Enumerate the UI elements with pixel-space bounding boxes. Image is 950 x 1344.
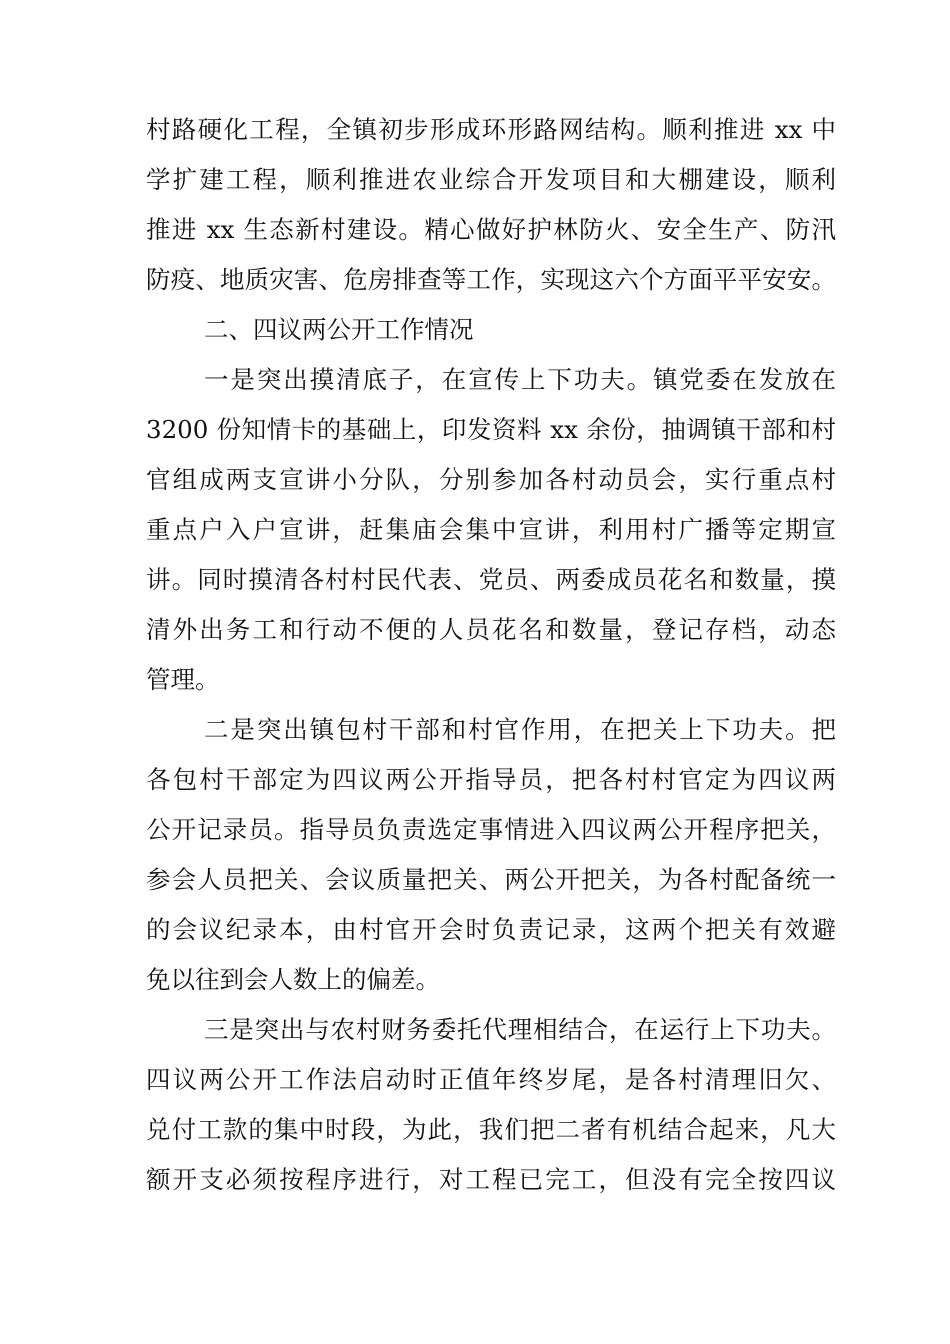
text-line: 官组成两支宣讲小分队，分别参加各村动员会，实行重点村 (146, 465, 836, 494)
text-line: 重点户入户宣讲，赶集庙会集中宣讲，利用村广播等定期宣 (146, 515, 836, 544)
text-line: 免以往到会人数上的偏差。 (146, 965, 440, 994)
text-line: 的会议纪录本，由村官开会时负责记录，这两个把关有效避 (146, 915, 836, 944)
text-line: 村路硬化工程，全镇初步形成环形路网结构。顺利推进 xx 中 (146, 115, 836, 144)
text-line: 防疫、地质灾害、危房排查等工作，实现这六个方面平平安安。 (146, 265, 836, 294)
text-line: 额开支必须按程序进行，对工程已完工，但没有完全按四议 (146, 1165, 836, 1194)
text-line: 公开记录员。指导员负责选定事情进入四议两公开程序把关， (146, 815, 836, 844)
text-line: 二、四议两公开工作情况 (204, 315, 474, 344)
text-line: 一是突出摸清底子，在宣传上下功夫。镇党委在发放在 (204, 365, 836, 394)
text-line: 管理。 (146, 665, 220, 694)
text-line: 推进 xx 生态新村建设。精心做好护林防火、安全生产、防汛 (146, 215, 836, 244)
text-line: 二是突出镇包村干部和村官作用，在把关上下功夫。把 (204, 715, 836, 744)
text-line: 各包村干部定为四议两公开指导员，把各村村官定为四议两 (146, 765, 836, 794)
text-line: 四议两公开工作法启动时正值年终岁尾，是各村清理旧欠、 (146, 1065, 836, 1094)
text-line: 兑付工款的集中时段，为此，我们把二者有机结合起来，凡大 (146, 1115, 836, 1144)
text-line: 清外出务工和行动不便的人员花名和数量，登记存档，动态 (146, 615, 836, 644)
text-line: 参会人员把关、会议质量把关、两公开把关，为各村配备统一 (146, 865, 836, 894)
text-line: 三是突出与农村财务委托代理相结合，在运行上下功夫。 (204, 1015, 836, 1044)
text-line: 学扩建工程，顺利推进农业综合开发项目和大棚建设，顺利 (146, 165, 836, 194)
text-line: 3200 份知情卡的基础上，印发资料 xx 余份，抽调镇干部和村 (146, 415, 836, 444)
text-line: 讲。同时摸清各村村民代表、党员、两委成员花名和数量，摸 (146, 565, 836, 594)
